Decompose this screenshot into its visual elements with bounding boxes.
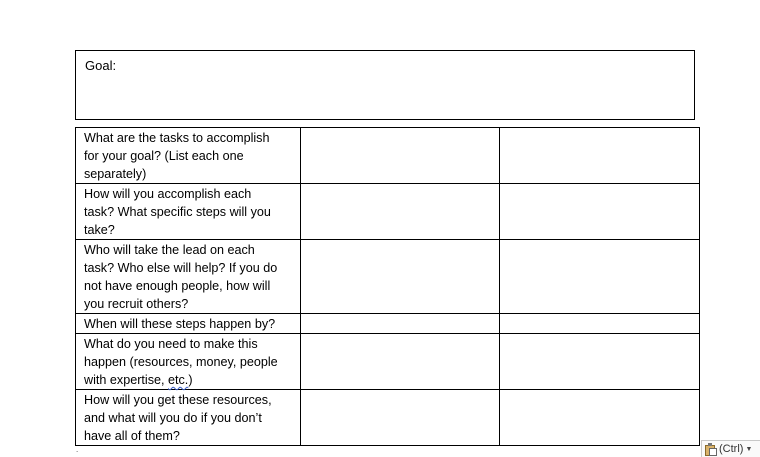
table-row <box>76 240 700 314</box>
task-question-cell[interactable] <box>76 128 301 184</box>
answer-cell[interactable] <box>301 128 500 184</box>
question-line: task? What specific steps will you <box>84 205 271 219</box>
chevron-down-icon: ▼ <box>745 445 753 453</box>
task-question-cell[interactable] <box>76 314 301 334</box>
task-question-cell[interactable] <box>76 240 301 314</box>
question-line: What are the tasks to accomplish <box>84 131 270 145</box>
task-question-cell[interactable] <box>76 184 301 240</box>
question-line: How will you accomplish each <box>84 187 252 201</box>
tasks-table <box>75 127 700 446</box>
table-row <box>76 314 700 334</box>
question-line: When will these steps happen by? <box>84 317 276 331</box>
answer-cell[interactable] <box>500 240 700 314</box>
table-row <box>76 334 700 390</box>
question-line: you recruit others? <box>84 297 189 311</box>
question-line: What do you need to make this <box>84 337 258 351</box>
answer-cell[interactable] <box>301 184 500 240</box>
answer-cell[interactable] <box>301 334 500 390</box>
question-line: with expertise, etc.) <box>84 373 193 387</box>
table-row <box>76 184 700 240</box>
answer-cell[interactable] <box>500 390 700 446</box>
question-line: separately) <box>84 167 147 181</box>
clipboard-icon <box>705 443 717 456</box>
question-line: have all of them? <box>84 429 180 443</box>
question-line: take? <box>84 223 115 237</box>
goal-label: Goal: <box>85 58 117 73</box>
table-row <box>76 390 700 446</box>
table-row <box>76 128 700 184</box>
answer-cell[interactable] <box>500 128 700 184</box>
question-line: for your goal? (List each one <box>84 149 244 163</box>
question-line: happen (resources, money, people <box>84 355 278 369</box>
task-question-cell[interactable] <box>76 390 301 446</box>
task-question-cell[interactable] <box>76 334 301 390</box>
paragraph-mark: . <box>76 445 79 454</box>
question-line: not have enough people, how will <box>84 279 271 293</box>
answer-cell[interactable] <box>301 240 500 314</box>
goal-box[interactable] <box>75 50 695 120</box>
answer-cell[interactable] <box>500 184 700 240</box>
paste-options-label: (Ctrl) <box>719 443 744 455</box>
answer-cell[interactable] <box>500 314 700 334</box>
question-line: task? Who else will help? If you do <box>84 261 278 275</box>
question-line: Who will take the lead on each <box>84 243 255 257</box>
answer-cell[interactable] <box>301 314 500 334</box>
answer-cell[interactable] <box>500 334 700 390</box>
paste-options-button[interactable] <box>701 440 760 457</box>
question-line: and what will you do if you don’t <box>84 411 262 425</box>
answer-cell[interactable] <box>301 390 500 446</box>
question-line: How will you get these resources, <box>84 393 272 407</box>
